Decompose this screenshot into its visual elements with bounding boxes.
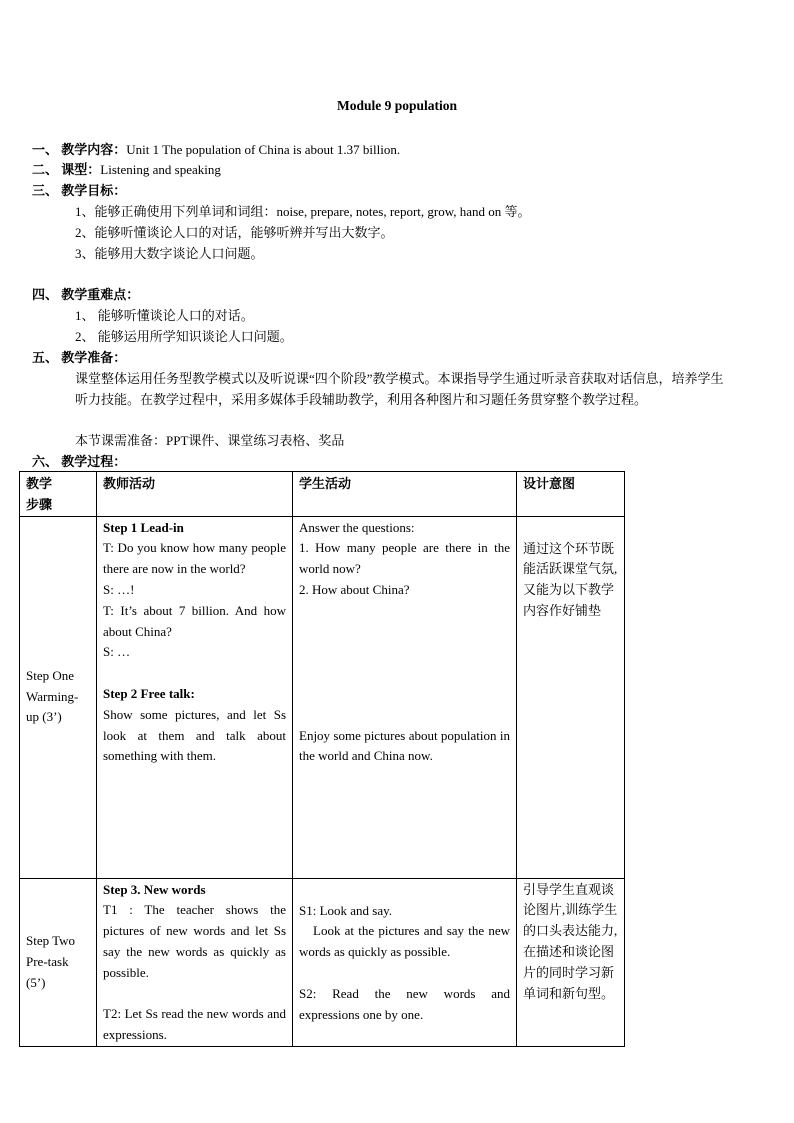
header-step xyxy=(20,472,97,517)
table-row xyxy=(20,878,625,1046)
section-1-label: 一、 教学内容： xyxy=(32,142,127,157)
teacher-dialog: S: …! xyxy=(103,581,135,597)
preparation-paragraph: 课堂整体运用任务型教学模式以及听说课“四个阶段”教学模式。本课指导学生通过听录音获取对话信息，培养学生听力技能。在教学过程中，采用多媒体手段辅助教学，利用各种图片和习题任务贯穿整个教学过程。 xyxy=(75,371,724,407)
student-s2-text: S2: Read the new words and expressions one by one. xyxy=(299,985,510,1022)
teaching-process-table xyxy=(19,471,625,1047)
section-3-label: 三、 教学目标： xyxy=(32,183,127,198)
table-row xyxy=(20,516,625,878)
key-point-item: 1、 能够听懂谈论人口的对话。 xyxy=(75,308,254,323)
teacher-dialog: T: It’s about 7 billion. And how about China? xyxy=(103,602,286,639)
student-question: 2. How about China? xyxy=(299,581,410,597)
student-enjoy: Enjoy some pictures about population in the world and China now. xyxy=(299,727,510,764)
objective-item: 1、能够正确使用下列单词和词组：noise, prepare, notes, report, grow, hand on 等。 xyxy=(75,204,531,219)
header-step-line: 步骤 xyxy=(26,496,53,512)
section-1-value: Unit 1 The population of China is about 1.37 billion. xyxy=(126,142,401,157)
step-label: Warming- xyxy=(26,688,79,704)
objective-item: 2、能够听懂谈论人口的对话，能够听辨并写出大数字。 xyxy=(75,225,394,240)
section-6-label: 六、 教学过程： xyxy=(32,454,127,469)
objective-item: 3、能够用大数字谈论人口问题。 xyxy=(75,246,264,261)
header-teacher-activity: 教师活动 xyxy=(97,472,293,517)
step-cell xyxy=(20,878,97,1046)
header-step-line: 教学 xyxy=(26,476,53,491)
step-3-title: Step 3. New words xyxy=(103,881,206,897)
student-question: 1. How many people are there in the world now? xyxy=(299,540,510,577)
teacher-instruction: Show some pictures, and let Ss look at them and talk about something with them. xyxy=(103,706,286,764)
teacher-dialog: S: … xyxy=(103,644,131,660)
key-point-item: 2、 能够运用所学知识谈论人口问题。 xyxy=(75,329,293,344)
design-purpose-cell: 通过这个环节既能活跃课堂气氛,又能为以下教学内容作好铺垫 xyxy=(517,516,625,878)
step-cell xyxy=(20,516,97,878)
teacher-activity-cell xyxy=(97,878,293,1046)
teacher-instruction: T2: Let Ss read the new words and expressions. xyxy=(103,1006,286,1043)
step-label: Pre-task xyxy=(26,953,69,969)
step-label: (5’) xyxy=(26,974,46,990)
section-4-label: 四、 教学重难点： xyxy=(32,287,140,302)
section-2-value: Listening and speaking xyxy=(100,162,221,177)
document-title: Module 9 population xyxy=(336,98,458,113)
section-5-label: 五、 教学准备： xyxy=(32,350,127,365)
student-intro: Answer the questions: xyxy=(299,519,415,535)
header-student-activity: 学生活动 xyxy=(293,472,517,517)
step-1-title: Step 1 Lead-in xyxy=(103,519,184,535)
student-s1-text: Look at the pictures and say the new words as quickly as possible. xyxy=(299,923,510,960)
step-label: Step One xyxy=(26,667,75,683)
section-lesson-type xyxy=(32,160,221,180)
step-label: Step Two xyxy=(26,933,76,949)
section-teaching-content xyxy=(32,140,400,160)
header-design-purpose: 设计意图 xyxy=(517,472,625,517)
student-activity-cell xyxy=(293,516,517,878)
table-header-row xyxy=(20,472,625,517)
design-purpose-cell: 引导学生直观谈论图片,训练学生的口头表达能力,在描述和谈论图片的同时学习新单词和新句型。 xyxy=(517,878,625,1046)
teacher-activity-cell xyxy=(97,516,293,878)
step-label: up (3’) xyxy=(26,709,62,725)
step-2-title: Step 2 Free talk: xyxy=(103,685,195,701)
preparation-materials: 本节课需准备：PPT课件、课堂练习表格、奖品 xyxy=(75,433,345,448)
teacher-dialog: T: Do you know how many people there are now in the world? xyxy=(103,540,286,577)
teacher-instruction: T1 : The teacher shows the pictures of new words and let Ss say the new words as quickly as possible. xyxy=(103,902,286,980)
section-2-label: 二、 课型： xyxy=(32,162,101,177)
student-s1-title: S1: Look and say. xyxy=(299,902,393,918)
student-activity-cell xyxy=(293,878,517,1046)
